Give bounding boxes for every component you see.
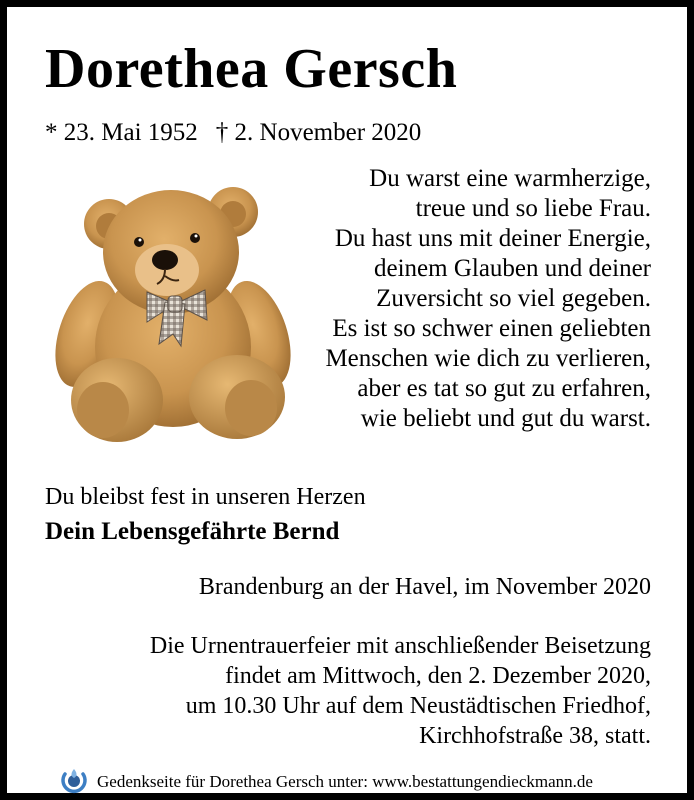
closing-line: Du bleibst fest in unseren Herzen <box>45 484 366 510</box>
poem-line: aber es tat so gut zu erfahren, <box>357 375 651 402</box>
ceremony-line: findet am Mittwoch, den 2. Dezember 2020, <box>225 663 651 689</box>
birth-date: * 23. Mai 1952 <box>45 119 198 146</box>
ceremony-line: Kirchhofstraße 38, statt. <box>419 723 651 749</box>
poem-line: deinem Glauben und deiner <box>374 255 651 282</box>
ceremony-info <box>51 631 651 751</box>
poem-line: wie beliebt und gut du warst. <box>360 405 651 432</box>
poem-line: Menschen wie dich zu verlieren, <box>325 345 651 372</box>
poem-line: Du warst eine warmherzige, <box>369 165 651 192</box>
memorial-page-footer <box>59 765 593 797</box>
memorial-logo-icon <box>59 766 89 796</box>
ceremony-line: um 10.30 Uhr auf dem Neustädtischen Friedhof, <box>185 693 651 719</box>
memorial-poem <box>251 164 651 434</box>
life-dates <box>45 120 421 145</box>
death-date: † 2. November 2020 <box>215 119 422 146</box>
deceased-name: Dorethea Gersch <box>45 38 458 100</box>
poem-line: treue und so liebe Frau. <box>415 195 651 222</box>
signer-name: Dein Lebensgefährte Bernd <box>45 518 340 545</box>
ceremony-line: Die Urnentrauerfeier mit anschließender Beisetzung <box>149 633 651 659</box>
poem-line: Du hast uns mit deiner Energie, <box>334 225 651 252</box>
poem-line: Zuversicht so viel gegeben. <box>376 285 651 312</box>
place-and-date: Brandenburg an der Havel, im November 2020 <box>198 574 651 600</box>
poem-line: Es ist so schwer einen geliebten <box>332 315 651 342</box>
memorial-page-text[interactable]: Gedenkseite für Dorethea Gersch unter: www.bestattungendieckmann.de <box>97 771 593 791</box>
